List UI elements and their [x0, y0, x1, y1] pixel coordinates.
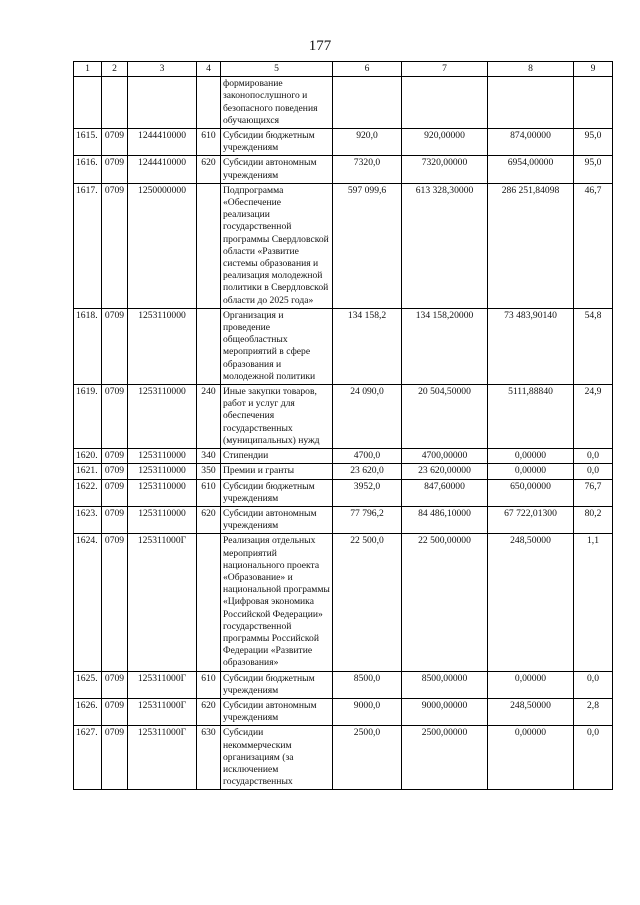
expense-type-code: 610: [197, 129, 221, 156]
executed-amount: 248,50000: [488, 534, 574, 671]
section-code: 0709: [102, 671, 128, 698]
execution-percent: 76,7: [574, 479, 613, 506]
row-number: 1616.: [74, 156, 102, 183]
target-code: 1253110000: [128, 449, 197, 464]
adjusted-amount: 920,00000: [402, 129, 488, 156]
executed-amount: 0,00000: [488, 464, 574, 479]
execution-percent: 0,0: [574, 671, 613, 698]
target-code: 125311000Г: [128, 671, 197, 698]
plan-amount: 134 158,2: [333, 308, 402, 384]
row-number: 1622.: [74, 479, 102, 506]
adjusted-amount: 20 504,50000: [402, 385, 488, 449]
execution-percent: 24,9: [574, 385, 613, 449]
item-name: Реализация отдельных мероприятий национального проекта «Образование» и национальной программы «Цифровая экономика Российской Федерации» государственной программы Российской Федерации «Развитие образования»: [221, 534, 333, 671]
item-name: Подпрограмма «Обеспечение реализации государственной программы Свердловской области «Развитие системы образования и реализация молодежной политики в Свердловской области до 2025 года»: [221, 183, 333, 308]
page-number: 177: [308, 38, 332, 54]
expense-type-code: 610: [197, 671, 221, 698]
plan-amount: 920,0: [333, 129, 402, 156]
executed-amount: 73 483,90140: [488, 308, 574, 384]
adjusted-amount: 84 486,10000: [402, 506, 488, 533]
item-name: Субсидии бюджетным учреждениям: [221, 479, 333, 506]
item-name: формирование законопослушного и безопасного поведения обучающихся: [221, 77, 333, 129]
section-code: 0709: [102, 183, 128, 308]
header-cell: 5: [221, 62, 333, 77]
plan-amount: [333, 77, 402, 129]
expense-type-code: [197, 183, 221, 308]
item-name: Субсидии некоммерческим организациям (за исключением государственных: [221, 726, 333, 790]
header-cell: 9: [574, 62, 613, 77]
adjusted-amount: 134 158,20000: [402, 308, 488, 384]
expense-type-code: 610: [197, 479, 221, 506]
header-cell: 3: [128, 62, 197, 77]
plan-amount: 4700,0: [333, 449, 402, 464]
adjusted-amount: 8500,00000: [402, 671, 488, 698]
header-cell: 7: [402, 62, 488, 77]
target-code: 125311000Г: [128, 534, 197, 671]
plan-amount: 8500,0: [333, 671, 402, 698]
section-code: 0709: [102, 698, 128, 725]
expense-type-code: 630: [197, 726, 221, 790]
target-code: [128, 77, 197, 129]
header-cell: 4: [197, 62, 221, 77]
target-code: 1244410000: [128, 129, 197, 156]
table-row: [74, 385, 613, 449]
execution-percent: 95,0: [574, 156, 613, 183]
section-code: 0709: [102, 129, 128, 156]
executed-amount: 286 251,84098: [488, 183, 574, 308]
adjusted-amount: 847,60000: [402, 479, 488, 506]
plan-amount: 9000,0: [333, 698, 402, 725]
section-code: 0709: [102, 464, 128, 479]
table-body: [74, 77, 613, 790]
execution-percent: 95,0: [574, 129, 613, 156]
row-number: 1619.: [74, 385, 102, 449]
target-code: 1253110000: [128, 479, 197, 506]
section-code: 0709: [102, 156, 128, 183]
section-code: 0709: [102, 479, 128, 506]
table-row: [74, 506, 613, 533]
expense-type-code: 620: [197, 156, 221, 183]
execution-percent: [574, 77, 613, 129]
row-number: 1618.: [74, 308, 102, 384]
item-name: Субсидии автономным учреждениям: [221, 506, 333, 533]
table-row: [74, 671, 613, 698]
executed-amount: 6954,00000: [488, 156, 574, 183]
target-code: 1250000000: [128, 183, 197, 308]
plan-amount: 3952,0: [333, 479, 402, 506]
row-number: 1621.: [74, 464, 102, 479]
row-number: 1623.: [74, 506, 102, 533]
expense-type-code: 350: [197, 464, 221, 479]
adjusted-amount: [402, 77, 488, 129]
item-name: Субсидии бюджетным учреждениям: [221, 129, 333, 156]
item-name: Организация и проведение общеобластных мероприятий в сфере образования и молодежной политики: [221, 308, 333, 384]
row-number: 1627.: [74, 726, 102, 790]
expense-type-code: 240: [197, 385, 221, 449]
section-code: 0709: [102, 534, 128, 671]
row-number: 1625.: [74, 671, 102, 698]
adjusted-amount: 9000,00000: [402, 698, 488, 725]
item-name: Премии и гранты: [221, 464, 333, 479]
table-row: [74, 308, 613, 384]
plan-amount: 24 090,0: [333, 385, 402, 449]
header-cell: 6: [333, 62, 402, 77]
target-code: 1253110000: [128, 464, 197, 479]
row-number: 1615.: [74, 129, 102, 156]
adjusted-amount: 23 620,00000: [402, 464, 488, 479]
table-row: [74, 156, 613, 183]
plan-amount: 23 620,0: [333, 464, 402, 479]
executed-amount: 650,00000: [488, 479, 574, 506]
header-cell: 2: [102, 62, 128, 77]
adjusted-amount: 613 328,30000: [402, 183, 488, 308]
section-code: 0709: [102, 385, 128, 449]
table-row: [74, 129, 613, 156]
header-row: [74, 62, 613, 77]
item-name: Субсидии бюджетным учреждениям: [221, 671, 333, 698]
row-number: 1620.: [74, 449, 102, 464]
table-row: [74, 183, 613, 308]
expense-type-code: 340: [197, 449, 221, 464]
adjusted-amount: 22 500,00000: [402, 534, 488, 671]
header-cell: 8: [488, 62, 574, 77]
table-row: [74, 479, 613, 506]
table-row: [74, 726, 613, 790]
header-cell: 1: [74, 62, 102, 77]
execution-percent: 54,8: [574, 308, 613, 384]
item-name: Субсидии автономным учреждениям: [221, 156, 333, 183]
item-name: Субсидии автономным учреждениям: [221, 698, 333, 725]
target-code: 1253110000: [128, 308, 197, 384]
adjusted-amount: 2500,00000: [402, 726, 488, 790]
section-code: 0709: [102, 308, 128, 384]
execution-percent: 46,7: [574, 183, 613, 308]
expense-type-code: [197, 534, 221, 671]
budget-table: [73, 61, 613, 790]
expense-type-code: 620: [197, 506, 221, 533]
execution-percent: 0,0: [574, 726, 613, 790]
target-code: 125311000Г: [128, 698, 197, 725]
plan-amount: 22 500,0: [333, 534, 402, 671]
expense-type-code: [197, 308, 221, 384]
row-number: 1626.: [74, 698, 102, 725]
plan-amount: 77 796,2: [333, 506, 402, 533]
plan-amount: 7320,0: [333, 156, 402, 183]
adjusted-amount: 4700,00000: [402, 449, 488, 464]
item-name: Иные закупки товаров, работ и услуг для обеспечения государственных (муниципальных) нужд: [221, 385, 333, 449]
executed-amount: 0,00000: [488, 671, 574, 698]
adjusted-amount: 7320,00000: [402, 156, 488, 183]
section-code: [102, 77, 128, 129]
executed-amount: 67 722,01300: [488, 506, 574, 533]
executed-amount: 0,00000: [488, 449, 574, 464]
section-code: 0709: [102, 726, 128, 790]
execution-percent: 0,0: [574, 449, 613, 464]
section-code: 0709: [102, 506, 128, 533]
table-row: [74, 464, 613, 479]
executed-amount: 248,50000: [488, 698, 574, 725]
plan-amount: 2500,0: [333, 726, 402, 790]
row-number: [74, 77, 102, 129]
target-code: 1244410000: [128, 156, 197, 183]
executed-amount: 5111,88840: [488, 385, 574, 449]
target-code: 1253110000: [128, 385, 197, 449]
execution-percent: 80,2: [574, 506, 613, 533]
row-number: 1617.: [74, 183, 102, 308]
executed-amount: [488, 77, 574, 129]
expense-type-code: 620: [197, 698, 221, 725]
execution-percent: 0,0: [574, 464, 613, 479]
plan-amount: 597 099,6: [333, 183, 402, 308]
target-code: 125311000Г: [128, 726, 197, 790]
item-name: Стипендии: [221, 449, 333, 464]
execution-percent: 1,1: [574, 534, 613, 671]
executed-amount: 874,00000: [488, 129, 574, 156]
target-code: 1253110000: [128, 506, 197, 533]
table-row: [74, 77, 613, 129]
expense-type-code: [197, 77, 221, 129]
table-row: [74, 449, 613, 464]
section-code: 0709: [102, 449, 128, 464]
executed-amount: 0,00000: [488, 726, 574, 790]
table-row: [74, 698, 613, 725]
row-number: 1624.: [74, 534, 102, 671]
execution-percent: 2,8: [574, 698, 613, 725]
table-row: [74, 534, 613, 671]
